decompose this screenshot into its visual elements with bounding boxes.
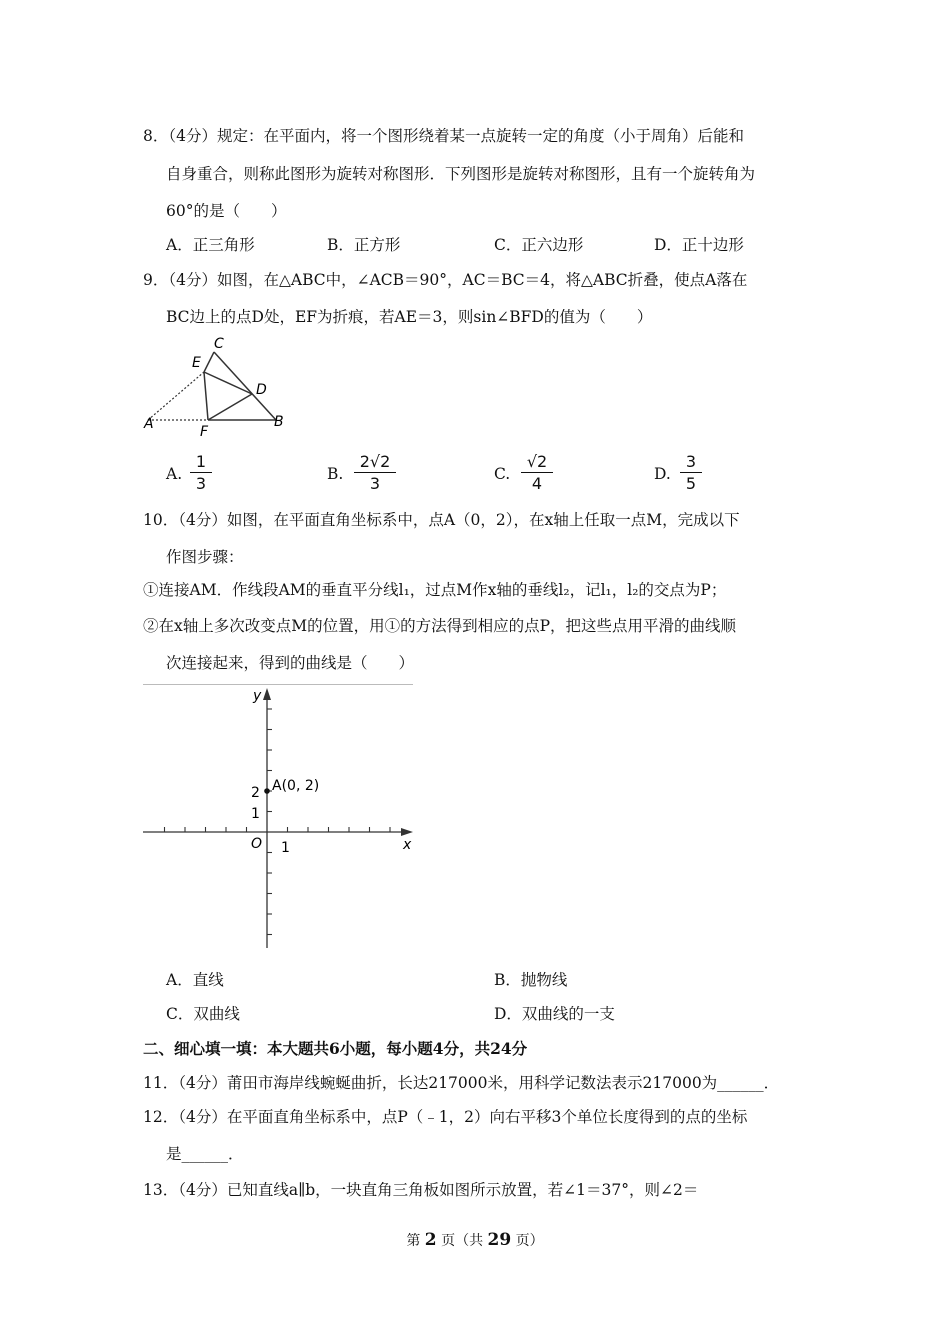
q9-option-a-label: A. (166, 465, 183, 483)
q9-option-a-fraction (190, 452, 212, 493)
q9-option-c-label: C. (494, 465, 511, 483)
origin-label: O (251, 836, 263, 852)
q10-option-c: C．双曲线 (166, 1005, 240, 1023)
q10-option-d: D．双曲线的一支 (494, 1005, 615, 1023)
q9-label-f: F (200, 424, 209, 440)
q11-line: 11．（4分）莆田市海岸线蜿蜒曲折，长达217000米，用科学记数法表示217000为______． (143, 1074, 780, 1092)
q8-option-b: B．正方形 (327, 236, 401, 254)
q12-line1: 12．（4分）在平面直角坐标系中，点P（﹣1，2）向右平移3个单位长度得到的点的坐标 (143, 1108, 748, 1126)
q9-option-c-num: √2 (521, 452, 553, 473)
q8-line1: 8．（4分）规定：在平面内，将一个图形绕着某一点旋转一定的角度（小于周角）后能和 (143, 127, 744, 145)
q9-triangle-figure (140, 334, 290, 442)
q8-option-c: C．正六边形 (494, 236, 584, 254)
q8-line3: 60°的是（ ） (166, 202, 287, 220)
q9-label-c: C (214, 336, 224, 352)
q10-line2: 作图步骤： (166, 548, 244, 566)
q9-option-b-label: B. (327, 465, 344, 483)
x-axis-arrow (401, 828, 413, 836)
point-a (264, 788, 270, 794)
q10-step2-line2: 次连接起来，得到的曲线是（ ） (166, 654, 415, 672)
q9-label-e: E (192, 355, 201, 371)
q9-option-d-num: 3 (680, 452, 702, 473)
q10-line1: 10．（4分）如图，在平面直角坐标系中，点A（0，2），在x轴上任取一点M，完成以下 (143, 511, 740, 529)
section-2-heading: 二、细心填一填：本大题共6小题，每小题4分，共24分 (143, 1039, 528, 1058)
q8-option-a: A．正三角形 (166, 236, 255, 254)
q9-label-d: D (256, 382, 267, 398)
q10-option-a: A．直线 (166, 971, 224, 989)
footer-prefix: 第 (406, 1233, 421, 1249)
page-footer (0, 1230, 950, 1251)
y-two-label: 2 (251, 785, 260, 801)
q9-option-b-num: 2√2 (354, 452, 396, 473)
q9-option-c-fraction (521, 452, 553, 493)
q10-option-b: B．抛物线 (494, 971, 568, 989)
q9-line2: BC边上的点D处，EF为折痕，若AE＝3，则sin∠BFD的值为（ ） (166, 308, 653, 326)
q9-label-a: A (144, 416, 154, 432)
q10-coordinate-figure (143, 684, 415, 954)
y-axis-arrow (263, 688, 271, 700)
q9-option-c-den: 4 (531, 474, 543, 493)
q9-option-d-fraction (680, 452, 702, 493)
q9-label-b: B (274, 414, 284, 430)
footer-page-number: 2 (424, 1230, 437, 1250)
q12-line2: 是______． (166, 1145, 244, 1163)
point-a-label: A(0, 2) (272, 778, 320, 794)
q9-line1: 9．（4分）如图，在△ABC中，∠ACB＝90°，AC＝BC＝4，将△ABC折叠，使点A落在 (143, 271, 748, 289)
q8-line2: 自身重合，则称此图形为旋转对称图形．下列图形是旋转对称图形，且有一个旋转角为 (166, 165, 756, 183)
x-axis-ticks (165, 827, 391, 832)
footer-total-pages: 29 (487, 1230, 512, 1250)
q9-option-b-fraction (354, 452, 396, 493)
q10-step1: ①连接AM．作线段AM的垂直平分线l₁，过点M作x轴的垂线l₂，记l₁，l₂的交点为P； (143, 581, 727, 599)
q9-option-d-label: D. (654, 465, 671, 483)
q9-option-a-den: 3 (195, 474, 207, 493)
q9-option-d-den: 5 (685, 474, 697, 493)
footer-middle: 页（共 (441, 1233, 484, 1249)
q13-line: 13．（4分）已知直线a∥b，一块直角三角板如图所示放置，若∠1＝37°，则∠2＝ (143, 1181, 699, 1199)
y-axis-label: y (253, 688, 262, 704)
y-one-label: 1 (251, 806, 260, 822)
x-one-label: 1 (281, 840, 290, 856)
y-axis-ticks (267, 709, 272, 935)
x-axis-label: x (403, 837, 412, 853)
q8-option-d: D．正十边形 (654, 236, 744, 254)
q10-step2-line1: ②在x轴上多次改变点M的位置，用①的方法得到相应的点P，把这些点用平滑的曲线顺 (143, 617, 737, 635)
footer-suffix: 页） (515, 1233, 544, 1249)
q9-option-b-den: 3 (369, 474, 381, 493)
q9-option-a-num: 1 (190, 452, 212, 473)
